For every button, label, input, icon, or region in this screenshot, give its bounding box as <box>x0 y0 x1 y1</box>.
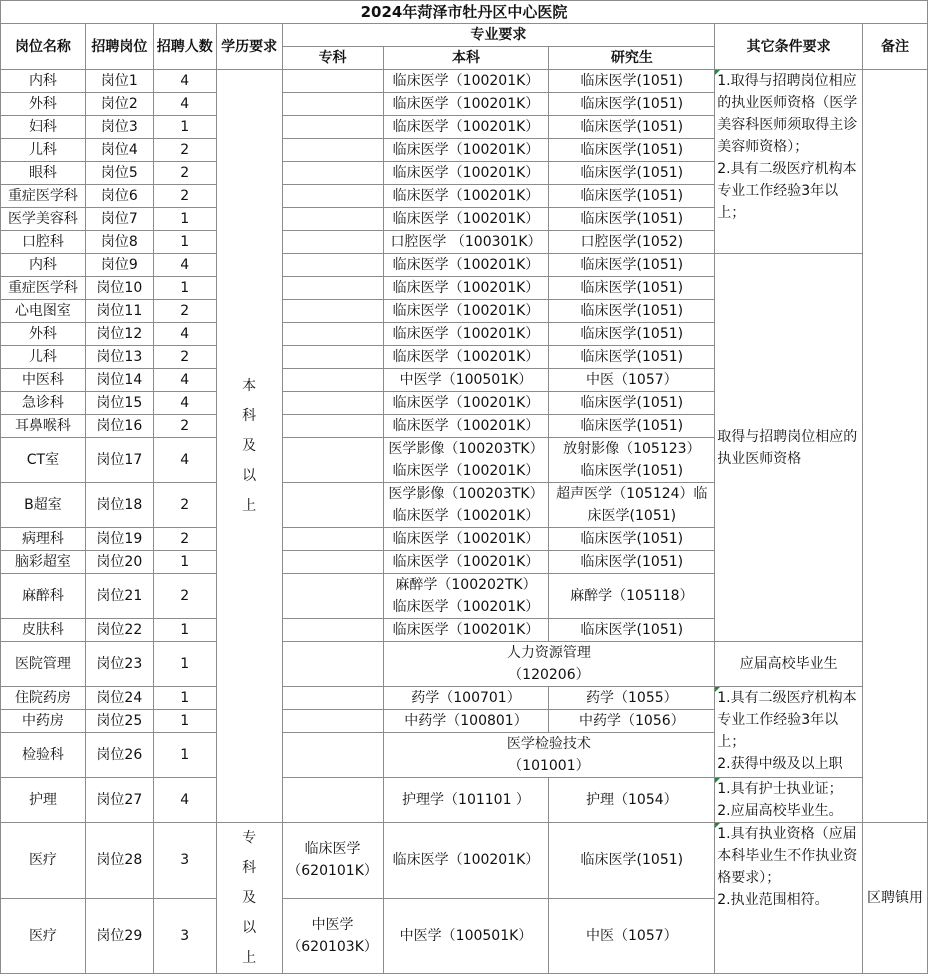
post-code: 岗位12 <box>85 323 153 346</box>
major-bachelor: 医学影像（100203TK） 临床医学（100201K） <box>383 438 549 483</box>
post-code: 岗位11 <box>85 300 153 323</box>
major-bachelor: 临床医学（100201K） <box>383 300 549 323</box>
table-title: 2024年菏泽市牡丹区中心医院 <box>1 1 928 24</box>
major-graduate: 临床医学(1051) <box>549 300 715 323</box>
headcount: 1 <box>153 208 216 231</box>
headcount: 2 <box>153 162 216 185</box>
major-junior <box>282 415 383 438</box>
header-major-requirement: 专业要求 <box>282 24 715 47</box>
headcount: 2 <box>153 574 216 619</box>
remark-blank <box>863 70 928 823</box>
post-code: 岗位7 <box>85 208 153 231</box>
major-junior <box>282 116 383 139</box>
other-req-6: 1.具有执业资格（应届本科毕业生不作执业资格要求）； 2.执业范围相符。 <box>715 823 863 974</box>
major-bachelor: 临床医学（100201K） <box>383 208 549 231</box>
major-graduate: 临床医学(1051) <box>549 93 715 116</box>
post-name: 医学美容科 <box>1 208 86 231</box>
major-graduate: 临床医学(1051) <box>549 392 715 415</box>
major-junior <box>282 528 383 551</box>
major-graduate: 临床医学(1051) <box>549 139 715 162</box>
post-code: 岗位1 <box>85 70 153 93</box>
post-name: 医疗 <box>1 823 86 899</box>
headcount: 3 <box>153 823 216 899</box>
major-junior <box>282 139 383 162</box>
post-name: 重症医学科 <box>1 277 86 300</box>
post-name: 内科 <box>1 254 86 277</box>
major-graduate: 临床医学(1051) <box>549 254 715 277</box>
major-graduate: 临床医学(1051) <box>549 415 715 438</box>
headcount: 4 <box>153 93 216 116</box>
major-bachelor: 临床医学（100201K） <box>383 70 549 93</box>
major-junior <box>282 185 383 208</box>
header-other-requirement: 其它条件要求 <box>715 24 863 70</box>
post-name: 脑彩超室 <box>1 551 86 574</box>
post-code: 岗位3 <box>85 116 153 139</box>
post-name: 急诊科 <box>1 392 86 415</box>
table-row <box>1 687 928 710</box>
headcount: 2 <box>153 483 216 528</box>
major-graduate: 放射影像（105123） 临床医学(1051) <box>549 438 715 483</box>
major-bachelor-merged: 人力资源管理 （120206） <box>383 642 715 687</box>
remark-1: 区聘镇用 <box>863 823 928 974</box>
post-code: 岗位27 <box>85 778 153 823</box>
post-code: 岗位26 <box>85 733 153 778</box>
edu-bachelor-up: 本 科 及 以 上 <box>216 70 282 823</box>
major-bachelor: 临床医学（100201K） <box>383 619 549 642</box>
headcount: 4 <box>153 438 216 483</box>
major-bachelor: 麻醉学（100202TK） 临床医学（100201K） <box>383 574 549 619</box>
post-name: 口腔科 <box>1 231 86 254</box>
major-junior <box>282 93 383 116</box>
major-bachelor: 护理学（101101 ） <box>383 778 549 823</box>
major-bachelor: 临床医学（100201K） <box>383 551 549 574</box>
major-bachelor: 临床医学（100201K） <box>383 277 549 300</box>
major-graduate: 临床医学(1051) <box>549 116 715 139</box>
major-graduate: 临床医学(1051) <box>549 323 715 346</box>
header-education: 学历要求 <box>216 24 282 70</box>
headcount: 2 <box>153 415 216 438</box>
major-graduate: 临床医学(1051) <box>549 70 715 93</box>
headcount: 4 <box>153 778 216 823</box>
major-junior <box>282 551 383 574</box>
major-junior <box>282 574 383 619</box>
major-graduate: 中医（1057） <box>549 369 715 392</box>
post-code: 岗位20 <box>85 551 153 574</box>
post-name: 医疗 <box>1 898 86 974</box>
post-code: 岗位9 <box>85 254 153 277</box>
major-bachelor: 临床医学（100201K） <box>383 392 549 415</box>
post-code: 岗位22 <box>85 619 153 642</box>
major-graduate: 护理（1054） <box>549 778 715 823</box>
major-junior <box>282 162 383 185</box>
headcount: 1 <box>153 551 216 574</box>
headcount: 4 <box>153 369 216 392</box>
major-bachelor: 医学影像（100203TK） 临床医学（100201K） <box>383 483 549 528</box>
post-name: 儿科 <box>1 139 86 162</box>
major-junior <box>282 733 383 778</box>
headcount: 1 <box>153 710 216 733</box>
major-graduate: 临床医学(1051) <box>549 619 715 642</box>
major-bachelor: 临床医学（100201K） <box>383 162 549 185</box>
table-row <box>1 823 928 899</box>
major-junior <box>282 392 383 415</box>
major-graduate: 临床医学(1051) <box>549 346 715 369</box>
major-junior <box>282 369 383 392</box>
major-bachelor: 临床医学（100201K） <box>383 528 549 551</box>
headcount: 4 <box>153 392 216 415</box>
header-post-name: 岗位名称 <box>1 24 86 70</box>
major-bachelor: 临床医学（100201K） <box>383 254 549 277</box>
major-bachelor: 临床医学（100201K） <box>383 185 549 208</box>
header-post-code: 招聘岗位 <box>85 24 153 70</box>
major-bachelor: 临床医学（100201K） <box>383 139 549 162</box>
post-name: 病理科 <box>1 528 86 551</box>
post-name: 儿科 <box>1 346 86 369</box>
post-code: 岗位23 <box>85 642 153 687</box>
major-bachelor-merged: 医学检验技术 （101001） <box>383 733 715 778</box>
headcount: 2 <box>153 139 216 162</box>
major-bachelor: 临床医学（100201K） <box>383 116 549 139</box>
post-code: 岗位19 <box>85 528 153 551</box>
major-graduate: 药学（1055） <box>549 687 715 710</box>
post-name: 重症医学科 <box>1 185 86 208</box>
major-graduate: 超声医学（105124）临 床医学(1051) <box>549 483 715 528</box>
post-code: 岗位16 <box>85 415 153 438</box>
header-count: 招聘人数 <box>153 24 216 70</box>
post-code: 岗位14 <box>85 369 153 392</box>
post-code: 岗位28 <box>85 823 153 899</box>
post-code: 岗位5 <box>85 162 153 185</box>
major-junior <box>282 710 383 733</box>
headcount: 4 <box>153 254 216 277</box>
post-code: 岗位29 <box>85 898 153 974</box>
post-code: 岗位24 <box>85 687 153 710</box>
major-junior <box>282 254 383 277</box>
post-name: 内科 <box>1 70 86 93</box>
major-graduate: 临床医学(1051) <box>549 551 715 574</box>
major-bachelor: 口腔医学 （100301K） <box>383 231 549 254</box>
post-code: 岗位25 <box>85 710 153 733</box>
major-junior <box>282 687 383 710</box>
major-junior <box>282 778 383 823</box>
post-name: 中药房 <box>1 710 86 733</box>
header-remark: 备注 <box>863 24 928 70</box>
post-code: 岗位2 <box>85 93 153 116</box>
headcount: 3 <box>153 898 216 974</box>
other-req-3: 应届高校毕业生 <box>715 642 863 687</box>
major-junior <box>282 70 383 93</box>
edu-junior-up: 专 科 及 以 上 <box>216 823 282 974</box>
post-name: 麻醉科 <box>1 574 86 619</box>
major-bachelor: 中药学（100801） <box>383 710 549 733</box>
headcount: 2 <box>153 185 216 208</box>
major-bachelor: 药学（100701） <box>383 687 549 710</box>
headcount: 2 <box>153 346 216 369</box>
major-graduate: 临床医学(1051) <box>549 208 715 231</box>
post-code: 岗位21 <box>85 574 153 619</box>
post-code: 岗位15 <box>85 392 153 415</box>
major-junior <box>282 323 383 346</box>
post-code: 岗位18 <box>85 483 153 528</box>
table-row <box>1 70 928 93</box>
major-graduate: 临床医学(1051) <box>549 823 715 899</box>
post-name: 医院管理 <box>1 642 86 687</box>
post-name: 外科 <box>1 323 86 346</box>
major-junior <box>282 483 383 528</box>
major-bachelor: 临床医学（100201K） <box>383 323 549 346</box>
post-name: 妇科 <box>1 116 86 139</box>
post-code: 岗位10 <box>85 277 153 300</box>
headcount: 1 <box>153 687 216 710</box>
major-junior: 临床医学 （620101K） <box>282 823 383 899</box>
post-name: B超室 <box>1 483 86 528</box>
major-junior: 中医学 （620103K） <box>282 898 383 974</box>
major-graduate: 临床医学(1051) <box>549 528 715 551</box>
header-graduate: 研究生 <box>549 47 715 70</box>
headcount: 1 <box>153 619 216 642</box>
major-junior <box>282 346 383 369</box>
headcount: 4 <box>153 323 216 346</box>
major-graduate: 临床医学(1051) <box>549 277 715 300</box>
major-bachelor: 临床医学（100201K） <box>383 823 549 899</box>
headcount: 2 <box>153 300 216 323</box>
major-junior <box>282 642 383 687</box>
post-name: 中医科 <box>1 369 86 392</box>
major-graduate: 麻醉学（105118） <box>549 574 715 619</box>
major-junior <box>282 208 383 231</box>
post-name: 耳鼻喉科 <box>1 415 86 438</box>
post-name: 眼科 <box>1 162 86 185</box>
other-req-2: 取得与招聘岗位相应的执业医师资格 <box>715 254 863 642</box>
table-row <box>1 642 928 687</box>
headcount: 1 <box>153 733 216 778</box>
post-code: 岗位17 <box>85 438 153 483</box>
post-name: 心电图室 <box>1 300 86 323</box>
major-graduate: 临床医学(1051) <box>549 162 715 185</box>
header-junior: 专科 <box>282 47 383 70</box>
major-graduate: 中医（1057） <box>549 898 715 974</box>
major-junior <box>282 231 383 254</box>
table-row <box>1 778 928 823</box>
post-name: 护理 <box>1 778 86 823</box>
post-name: 外科 <box>1 93 86 116</box>
major-bachelor: 临床医学（100201K） <box>383 93 549 116</box>
post-name: 检验科 <box>1 733 86 778</box>
major-graduate: 口腔医学(1052) <box>549 231 715 254</box>
post-code: 岗位13 <box>85 346 153 369</box>
other-req-4: 1.具有二级医疗机构本专业工作经验3年以上； 2.获得中级及以上职 <box>715 687 863 778</box>
major-bachelor: 临床医学（100201K） <box>383 346 549 369</box>
major-graduate: 临床医学(1051) <box>549 185 715 208</box>
post-name: 皮肤科 <box>1 619 86 642</box>
header-bachelor: 本科 <box>383 47 549 70</box>
other-req-5: 1.具有护士执业证； 2.应届高校毕业生。 <box>715 778 863 823</box>
major-junior <box>282 277 383 300</box>
major-junior <box>282 619 383 642</box>
post-code: 岗位4 <box>85 139 153 162</box>
headcount: 1 <box>153 277 216 300</box>
table-row <box>1 254 928 277</box>
major-bachelor: 中医学（100501K） <box>383 898 549 974</box>
post-name: 住院药房 <box>1 687 86 710</box>
major-bachelor: 中医学（100501K） <box>383 369 549 392</box>
major-bachelor: 临床医学（100201K） <box>383 415 549 438</box>
major-junior <box>282 300 383 323</box>
post-code: 岗位6 <box>85 185 153 208</box>
headcount: 1 <box>153 116 216 139</box>
headcount: 2 <box>153 528 216 551</box>
headcount: 1 <box>153 231 216 254</box>
headcount: 4 <box>153 70 216 93</box>
major-graduate: 中药学（1056） <box>549 710 715 733</box>
post-name: CT室 <box>1 438 86 483</box>
major-junior <box>282 438 383 483</box>
headcount: 1 <box>153 642 216 687</box>
post-code: 岗位8 <box>85 231 153 254</box>
other-req-1: 1.取得与招聘岗位相应的执业医师资格（医学美容科医师须取得主诊美容师资格）； 2.具有二级医疗机构本专业工作经验3年以上； <box>715 70 863 254</box>
